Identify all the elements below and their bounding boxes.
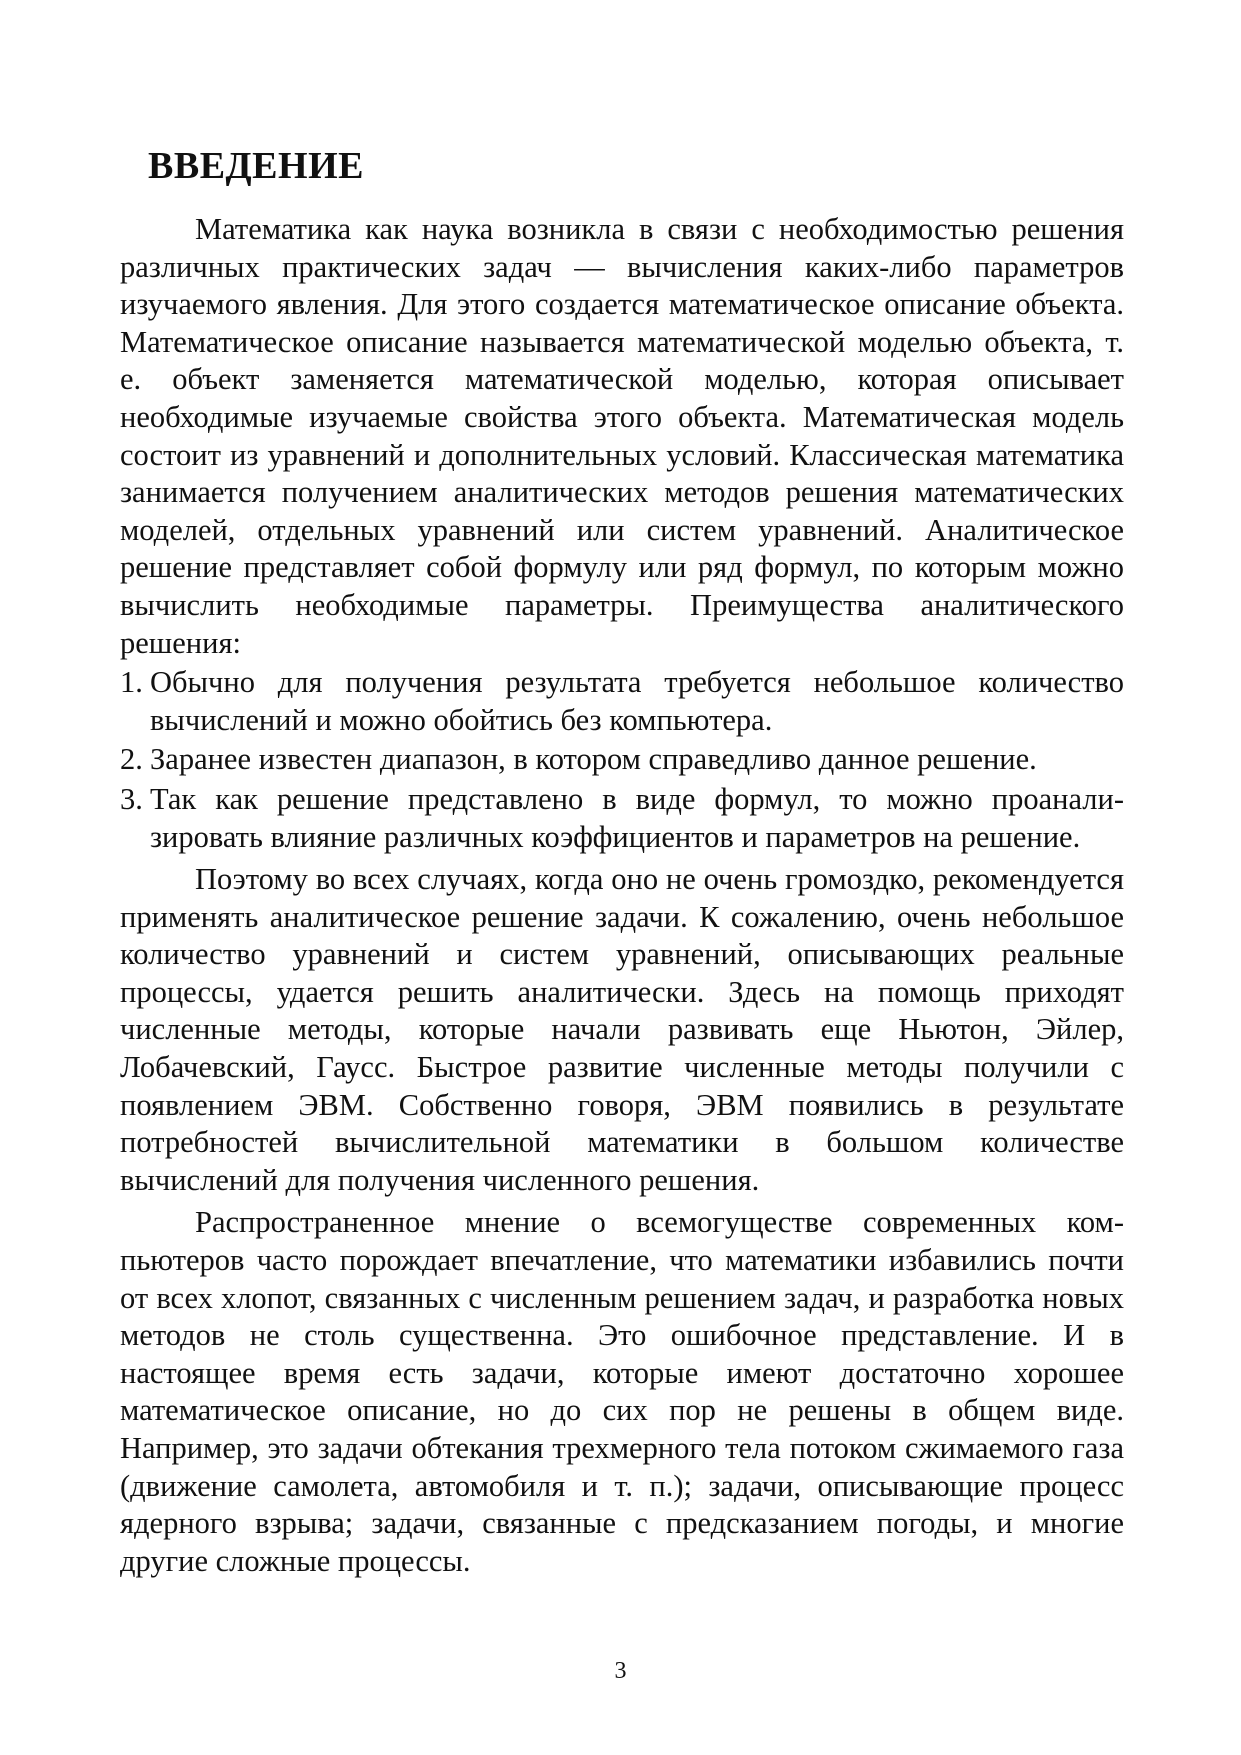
list-item-number: 2.: [120, 742, 143, 777]
list-item-number: 3.: [120, 781, 143, 816]
body-text: [120, 211, 1124, 1580]
list-item: [120, 741, 1124, 779]
list-item-text: Так как решение представлено в виде формул, то можно проанализировать влияние различных коэффициентов и параметров на решение.: [150, 781, 1124, 854]
computers-paragraph: Распространенное мнение о всемогуществе современных компьютеров часто порождает впечатление, что математики избавились почти от всех хлопот, связанных с численным решением задач, и разработка новых методов не столь существенна. Это ошибочное представление. И в настоящее время есть задачи, которые имеют достаточно хорошее математическое описание, но до сих пор не решены в общем виде. Например, это задачи обтекания трехмерного тела потоком сжимаемого газа (движение самолета, автомобиля и т. п.); задачи, описывающие процесс ядерного взрыва; задачи, связанные с предсказанием погоды, и многие другие сложные процессы.: [120, 1205, 1124, 1578]
section-heading: ВВЕДЕНИЕ: [148, 145, 364, 187]
list-item-number: 1.: [120, 665, 143, 700]
intro-paragraph: Математика как наука возникла в связи с необходимостью решения различных практических задач — вычисления каких-либо параметров изучаемого явления. Для этого создается математическое описание объекта. Математическое описание называется математической моделью объекта, т. е. объект заменяется математической моделью, которая описывает необходимые изучаемые свойства этого объекта. Математическая модель состоит из уравнений и дополнительных условий. Классическая математика занимается получением аналитических методов решения математических моделей, отдельных уравнений или систем уравнений. Аналитическое решение представляет собой формулу или ряд формул, по которым можно вычислить необходимые параметры. Преимущества аналитического решения:: [120, 212, 1124, 660]
numerical-methods-paragraph: Поэтому во всех случаях, когда оно не очень громоздко, рекомендуется применять аналитическое решение задачи. К сожалению, очень небольшое количество уравнений и систем уравнений, описывающих реальные процессы, удается решить аналитически. Здесь на помощь приходят численные методы, которые начали развивать еще Ньютон, Эйлер, Лобачевский, Гаусс. Быстрое развитие численные методы получили с появлением ЭВМ. Собственно говоря, ЭВМ появились в результате потребностей вычислительной математики в большом количестве вычислений для получения численного решения.: [120, 862, 1124, 1197]
list-item: [120, 781, 1124, 856]
list-item: [120, 664, 1124, 739]
page-number: 3: [614, 1658, 627, 1684]
advantages-list: [120, 664, 1124, 856]
list-item-text: Обычно для получения результата требуется небольшое количество вычислений и можно обойтись без компьютера.: [150, 665, 1124, 737]
list-item-text: Заранее известен диапазон, в котором справедливо данное решение.: [150, 742, 1037, 777]
